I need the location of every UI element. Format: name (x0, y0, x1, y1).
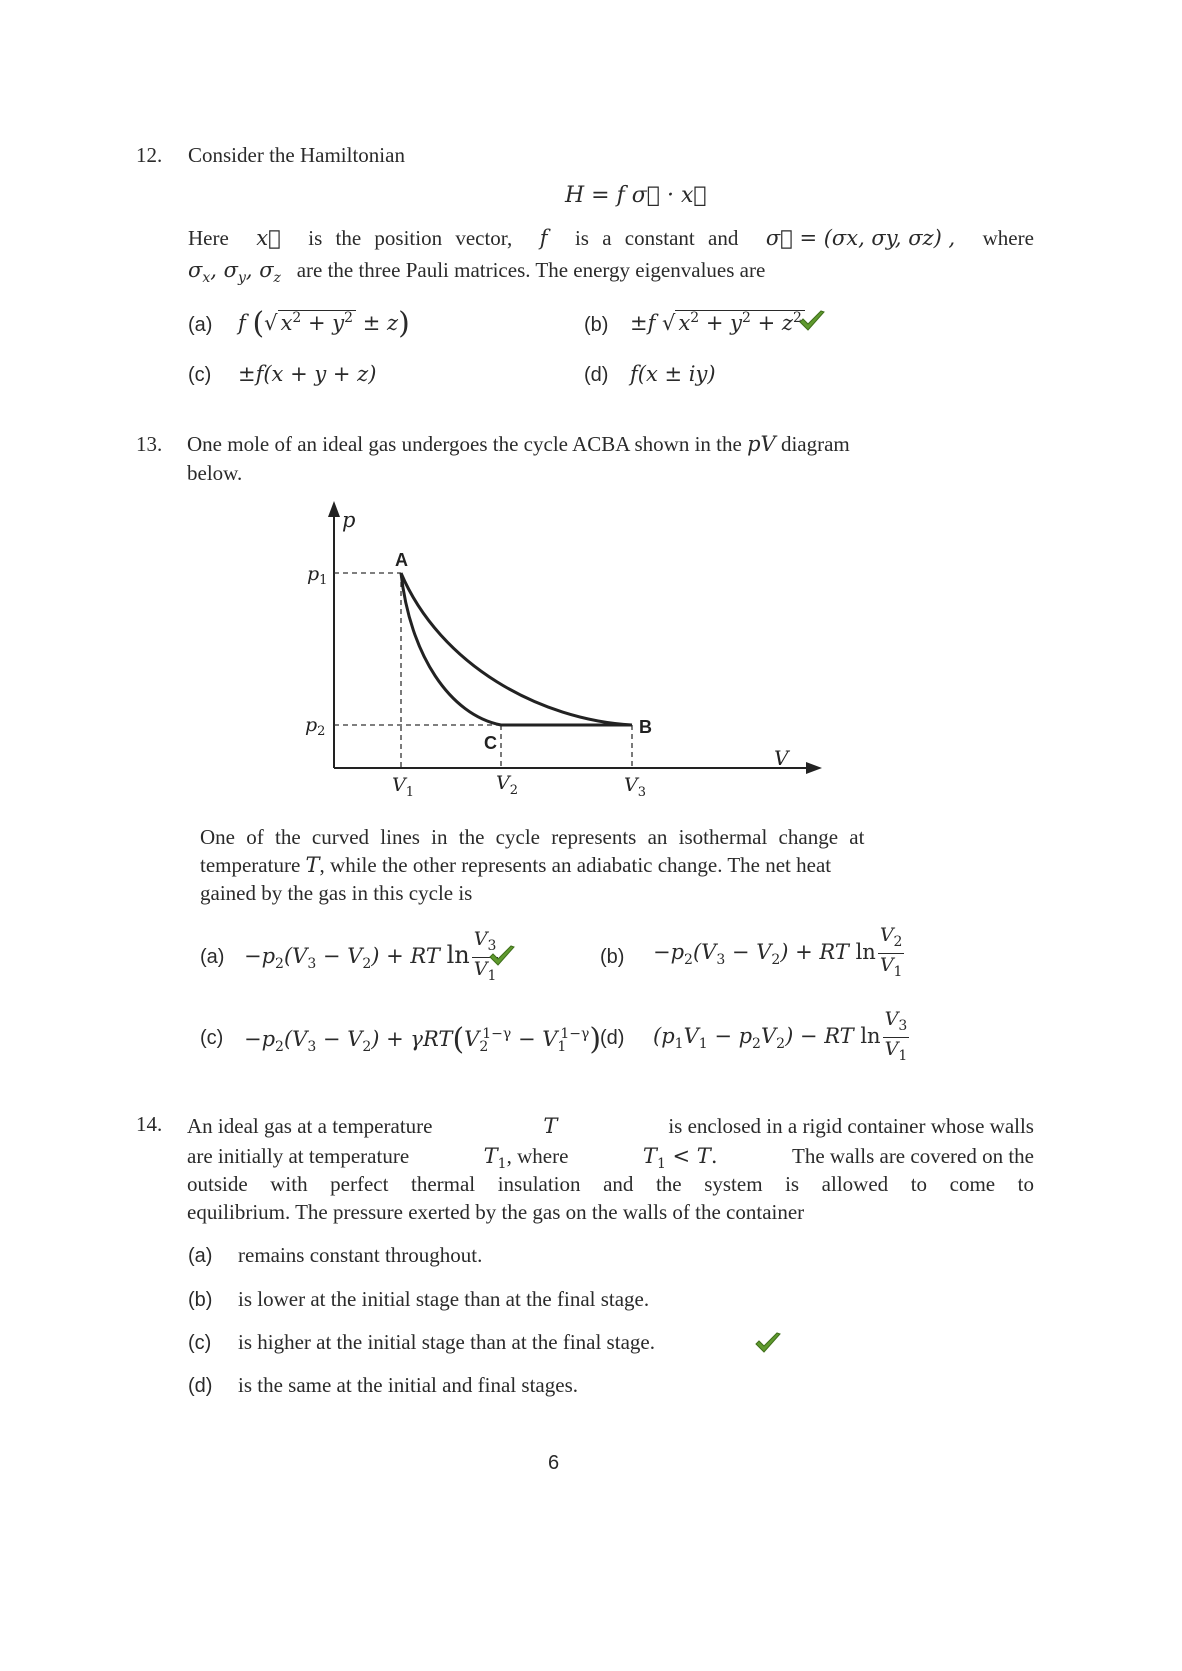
q13-para-line2 (200, 853, 831, 878)
q12-sigma-vector: σ⃗ = (σx, σy, σz) , (765, 226, 956, 250)
p1-label: $p_1$ (307, 563, 328, 588)
q13-stem-c: diagram (780, 432, 850, 456)
q13-option-c-label[interactable]: (c) (200, 1027, 224, 1049)
q13-option-d-label[interactable]: (d) (600, 1027, 625, 1049)
question-number-14: 14. (136, 1112, 163, 1136)
q12-option-d-label[interactable]: (d) (584, 364, 609, 386)
v-axis-label: V (774, 746, 789, 770)
q14-line4: equilibrium. The pressure exerted by the gas on the walls of the container (187, 1200, 805, 1224)
q14-line1-c: is enclosed in a rigid container whose walls (668, 1114, 1034, 1138)
q14-line1-a: An ideal gas at a temperature (187, 1114, 433, 1138)
q14-correct-check-icon (754, 1331, 782, 1355)
q12-option-b-label[interactable]: (b) (584, 314, 609, 336)
point-b-label: B (639, 717, 652, 737)
q12-option-b-text[interactable]: ±f √ $x^2 + y^2 + z^2$ (630, 310, 805, 335)
q12-body-line1 (188, 226, 1034, 251)
q12-hamiltonian-equation: H = f σ⃗ · x⃗ (565, 183, 707, 208)
q13-stem-a: One mole of an ideal gas undergoes the cycle ACBA shown in the (187, 432, 742, 456)
point-a-label: A (395, 550, 408, 570)
point-c-label: C (484, 733, 497, 753)
q13-option-a-text[interactable]: $-p_2(V_3 - V_2)$ + RT ln $\frac{V_3}{V_1}$ (244, 928, 497, 984)
q14-option-d-text[interactable]: is the same at the initial and final stages. (238, 1373, 578, 1397)
q13-stem-pv: pV (747, 432, 776, 456)
pv-diagram (290, 495, 840, 805)
q14-line1 (187, 1114, 1034, 1139)
q12-option-d-text[interactable]: f(x ± iy) (630, 362, 716, 386)
q13-option-a-label[interactable]: (a) (200, 946, 225, 968)
question-number-12: 12. (136, 143, 163, 167)
v-axis-arrow-icon (806, 762, 822, 774)
q12-correct-check-icon (798, 309, 826, 333)
q13-para-line2-c: , while the other represents an adiabatic change. The net heat (319, 853, 832, 877)
q14-option-c-text[interactable]: is higher at the initial stage than at the final stage. (238, 1330, 655, 1354)
q13-option-c-text[interactable]: $-p_2(V_3 - V_2) + \gamma RT(V_2^{1-\gamma} - V_1^{1-\gamma})$ (244, 1022, 602, 1057)
q12-position-vector: x⃗ (256, 226, 281, 250)
q14-line2-inequality: $T_1 < T$. (642, 1144, 718, 1173)
q14-temperature-t: T (543, 1114, 558, 1138)
v3-label: $V_3$ (624, 774, 647, 800)
q13-para-line1 (200, 825, 1034, 850)
q12-option-a-text[interactable]: f (√ $x^2 + y^2 \pm z$) (238, 306, 410, 341)
q12-body-line2: $\sigma_x$, $\sigma_y$, $\sigma_z$ are the three Pauli matrices. The energy eigenvalues are (188, 258, 766, 287)
q14-line3: outside with perfect thermal insulation and the system is allowed to come to (187, 1172, 1034, 1196)
q14-line2-e: The walls are covered on the (792, 1144, 1034, 1168)
q13-correct-check-icon (488, 944, 516, 968)
q14-option-b-label[interactable]: (b) (188, 1289, 213, 1311)
q14-option-a-text[interactable]: remains constant throughout. (238, 1243, 483, 1267)
q14-option-b-text[interactable]: is lower at the initial stage than at the final stage. (238, 1287, 650, 1311)
adiabatic-curve-ac (401, 573, 501, 725)
q13-para-line3: gained by the gas in this cycle is (200, 881, 473, 905)
q12-body-line1-a: Here (188, 226, 229, 250)
v2-label: $V_2$ (496, 772, 519, 798)
q12-intro: Consider the Hamiltonian (188, 143, 405, 167)
q14-option-d-label[interactable]: (d) (188, 1375, 213, 1397)
q12-body-line1-e: is a constant and (574, 226, 739, 250)
q12-constant-f: f (539, 226, 548, 250)
q12-body-line2-text: are the three Pauli matrices. The energy eigenvalues are (296, 258, 766, 282)
q14-line2 (187, 1144, 1034, 1172)
q14-option-c-label[interactable]: (c) (188, 1332, 212, 1354)
q12-body-line1-g: where (982, 226, 1034, 250)
q14-line2-t1: $T_1$, where (483, 1144, 569, 1173)
q13-temperature-t: T (305, 853, 320, 877)
v1-label: $V_1$ (392, 774, 415, 800)
q13-stem-line2: below. (187, 461, 243, 485)
q12-body-line1-c: is the position vector, (308, 226, 513, 250)
q12-option-c-text[interactable]: ±f(x + y + z) (238, 362, 377, 386)
q14-line2-a: are initially at temperature (187, 1144, 410, 1168)
isothermal-curve-ab (401, 573, 632, 725)
question-number-13: 13. (136, 432, 163, 456)
q14-option-a-label[interactable]: (a) (188, 1245, 213, 1267)
q13-para-line2-a: temperature (200, 853, 301, 877)
q13-stem-line1 (187, 432, 850, 457)
q12-option-c-label[interactable]: (c) (188, 364, 212, 386)
page-number: 6 (548, 1452, 560, 1474)
q13-option-b-label[interactable]: (b) (600, 946, 625, 968)
q13-option-d-text[interactable]: $(p_1V_1 - p_2V_2)$ − RT ln $\frac{V_3}{V_1}$ (653, 1008, 908, 1064)
p-axis-arrow-icon (328, 501, 340, 517)
q12-option-a-label[interactable]: (a) (188, 314, 213, 336)
p-axis-label: p (342, 508, 356, 532)
p2-label: $p_2$ (305, 714, 326, 739)
q13-para-line1-text: One of the curved lines in the cycle represents an isothermal change at (200, 825, 865, 849)
q13-option-b-text[interactable]: $-p_2(V_3 - V_2)$ + RT ln $\frac{V_2}{V_1}$ (653, 924, 903, 980)
